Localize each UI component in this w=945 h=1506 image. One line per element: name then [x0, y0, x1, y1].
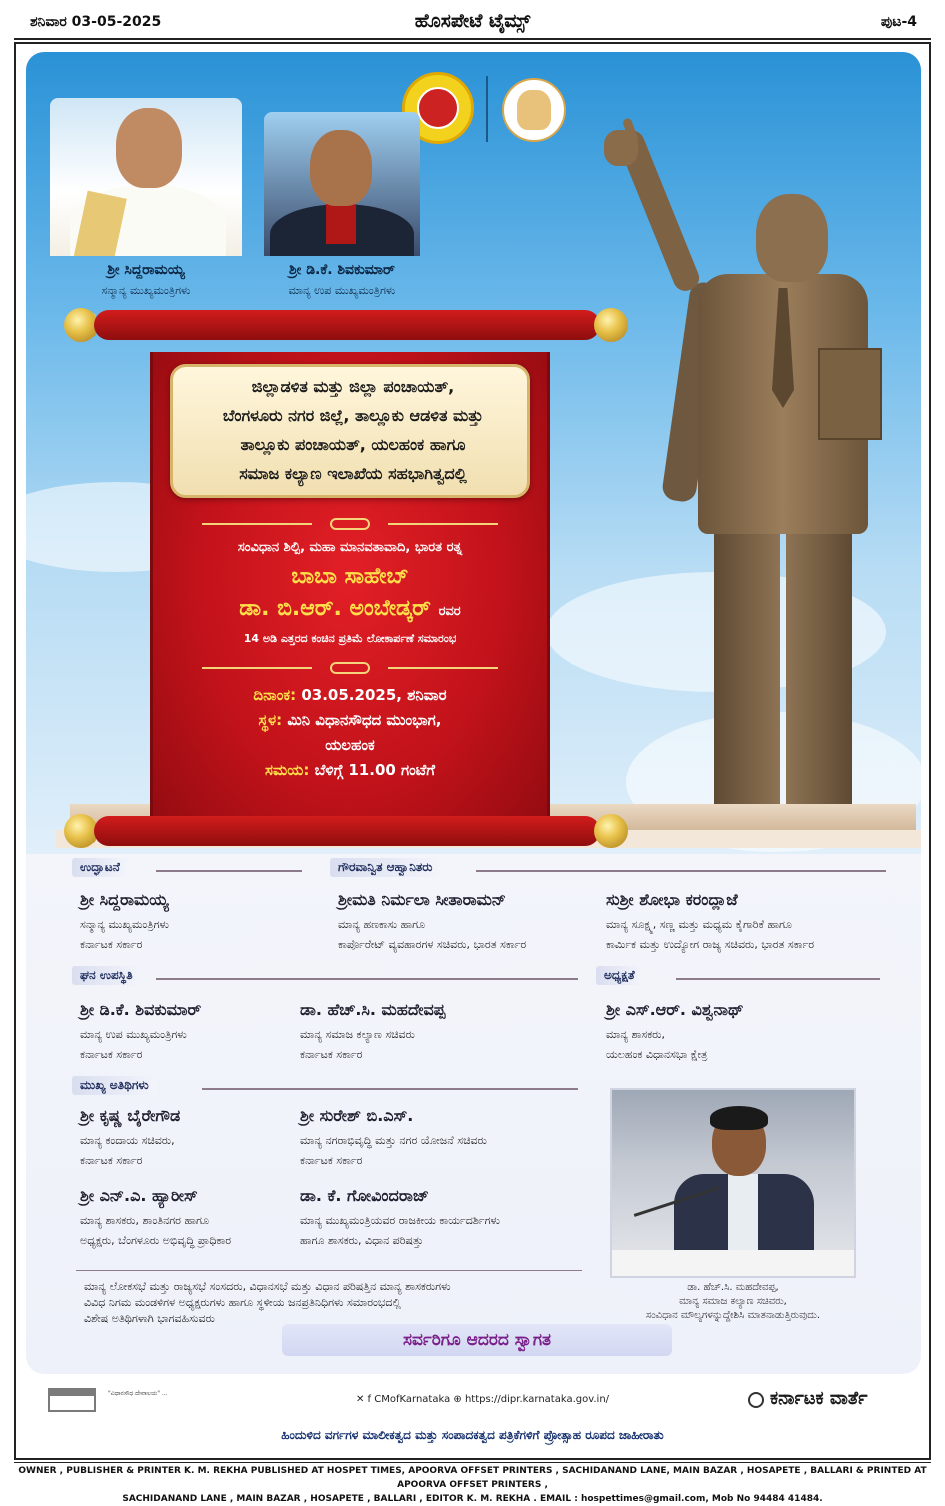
- scroll-rod-cap: [64, 308, 98, 342]
- guest-role: ಮಾನ್ಯ ಹಣಕಾಸು ಹಾಗೂ: [338, 918, 426, 931]
- guest-name: ಡಾ. ಕೆ. ಗೋವಿಂದರಾಜ್: [300, 1186, 429, 1205]
- section-chief-presence: ಘನ ಉಪಸ್ಥಿತಿ: [72, 966, 141, 985]
- minister-photo: [610, 1088, 856, 1278]
- date-value: 03.05.2025, ಶನಿವಾರ: [301, 686, 447, 704]
- guest-role: ಅಧ್ಯಕ್ಷರು, ಬೆಂಗಳೂರು ಅಭಿವೃದ್ಧಿ ಪ್ರಾಧಿಕಾರ: [80, 1234, 232, 1247]
- section-rule: [156, 870, 302, 872]
- guest-role: ಮಾನ್ಯ ಶಾಸಕರು, ಶಾಂತಿನಗರ ಹಾಗೂ: [80, 1214, 209, 1227]
- newspaper-title: ಹೊಸಪೇಟೆ ಟೈಮ್ಸ್: [414, 10, 531, 32]
- masthead: [14, 8, 931, 40]
- guest-role: ಕರ್ನಾಟಕ ಸರ್ಕಾರ: [80, 1154, 143, 1167]
- venue-value: ಮಿನಿ ವಿಧಾನಸೌಧದ ಮುಂಭಾಗ,: [287, 711, 442, 729]
- ornament-divider: [202, 518, 498, 530]
- vidhana-soudha-icon: [48, 1388, 96, 1412]
- guest-role: ಕರ್ನಾಟಕ ಸರ್ಕಾರ: [300, 1154, 363, 1167]
- event-title: 14 ಅಡಿ ಎತ್ತರದ ಕಂಚಿನ ಪ್ರತಿಮೆ ಲೋಕಾರ್ಪಣೆ ಸಮಾರಂಭ: [243, 632, 457, 645]
- cm-title: ಸನ್ಮಾನ್ಯ ಮುಖ್ಯಮಂತ್ರಿಗಳು: [101, 284, 191, 297]
- guest-role: ಮಾನ್ಯ ಸೂಕ್ಷ್ಮ, ಸಣ್ಣ ಮತ್ತು ಮಧ್ಯಮ ಕೈಗಾರಿಕೆ ಹಾಗೂ: [606, 918, 792, 931]
- section-rule: [202, 1088, 578, 1090]
- guest-role: ಕಾರ್ಪೊರೇಟ್ ವ್ಯವಹಾರಗಳ ಸಚಿವರು, ಭಾರತ ಸರ್ಕಾರ: [338, 938, 527, 951]
- organisers-line: ತಾಲ್ಲೂಕು ಪಂಚಾಯತ್, ಯಲಹಂಕ ಹಾಗೂ: [240, 435, 466, 454]
- ad-footer: [26, 1382, 921, 1422]
- guest-name: ಶ್ರೀ ಸುರೇಶ್ ಬಿ.ಎಸ್.: [300, 1106, 414, 1125]
- karnataka-varthe-logo-icon: [748, 1392, 764, 1408]
- scroll-bottom-rod: [94, 816, 600, 846]
- dcm-title: ಮಾನ್ಯ ಉಪ ಮುಖ್ಯಮಂತ್ರಿಗಳು: [288, 284, 396, 297]
- scroll-top-rod: [94, 310, 600, 340]
- ornament-divider: [202, 662, 498, 674]
- dcm-name: ಶ್ರೀ ಡಿ.ಕೆ. ಶಿವಕುಮಾರ್: [289, 262, 395, 278]
- photo-caption: ಸಂವಿಧಾನ ಮೌಲ್ಯಗಳನ್ನುದ್ದೇಶಿಸಿ ಮಾತನಾಡುತ್ತಿರುವುದು.: [645, 1310, 821, 1321]
- date-label: ದಿನಾಂಕ:: [253, 686, 297, 704]
- scroll-rod-cap: [594, 814, 628, 848]
- issue-date: ಶನಿವಾರ 03-05-2025: [30, 14, 162, 30]
- guest-role: ಕರ್ನಾಟಕ ಸರ್ಕಾರ: [80, 1048, 143, 1061]
- guest-name: ಶ್ರೀ ಕೃಷ್ಣ ಬೈರೇಗೌಡ: [80, 1106, 181, 1125]
- guest-role: ಮಾನ್ಯ ಮುಖ್ಯಮಂತ್ರಿಯವರ ರಾಜಕೀಯ ಕಾರ್ಯದರ್ಶಿಗಳು: [300, 1214, 500, 1227]
- guest-role: ಹಾಗೂ ಶಾಸಕರು, ವಿಧಾನ ಪರಿಷತ್ತು: [300, 1234, 424, 1247]
- name-suffix: ರವರ: [438, 604, 461, 619]
- welcome-banner: ಸರ್ವರಿಗೂ ಆದರದ ಸ್ವಾಗತ: [282, 1324, 672, 1356]
- section-chief-guests: ಮುಖ್ಯ ಅತಿಥಿಗಳು: [72, 1076, 157, 1095]
- karnataka-varthe-brand: ಕರ್ನಾಟಕ ವಾರ್ತೆ: [770, 1388, 868, 1409]
- organisers-line: ಬೆಂಗಳೂರು ನಗರ ಜಿಲ್ಲೆ, ತಾಲ್ಲೂಕು ಆಡಳಿತ ಮತ್ತು: [222, 406, 484, 425]
- guest-role: ಮಾನ್ಯ ಉಪ ಮುಖ್ಯಮಂತ್ರಿಗಳು: [80, 1028, 187, 1041]
- guest-role: ಕಾರ್ಮಿಕ ಮತ್ತು ಉದ್ಯೋಗ ರಾಜ್ಯ ಸಚಿವರು, ಭಾರತ ಸರ್ಕಾರ: [606, 938, 815, 951]
- section-rule: [76, 1270, 582, 1271]
- guest-role: ಕರ್ನಾಟಕ ಸರ್ಕಾರ: [80, 938, 143, 951]
- note-line: ಮಾನ್ಯ ಲೋಕಸಭೆ ಮತ್ತು ರಾಜ್ಯಸಭೆ ಸಂಸದರು, ವಿಧಾನಸಭೆ ಮತ್ತು ವಿಧಾನ ಪರಿಷತ್ತಿನ ಮಾನ್ಯ ಶಾಸಕರುಗಳು: [84, 1280, 451, 1293]
- page-number: ಪುಟ-4: [880, 14, 917, 30]
- imprint-line-2: SACHIDANAND LANE , MAIN BAZAR , HOSAPETE , BALLARI , EDITOR K. M. REKHA . EMAIL : hospettimes@gmail.com, Mob No 94484 41484.: [122, 1494, 823, 1504]
- divider: [486, 76, 488, 142]
- photo-caption: ಮಾನ್ಯ ಸಮಾಜ ಕಲ್ಯಾಣ ಸಚಿವರು,: [679, 1296, 787, 1307]
- imprint-line-1: OWNER , PUBLISHER & PRINTER K. M. REKHA PUBLISHED AT HOSPET TIMES, APOORVA OFFSET PRINTERS , SACHIDANAND LANE, MAIN BAZAR , HOSAPETE , BALLARI & PRINTED AT APOORVA OFFSET PRINTERS ,: [18, 1466, 927, 1490]
- guest-role: ಯಲಹಂಕ ವಿಧಾನಸಭಾ ಕ್ಷೇತ್ರ: [606, 1048, 708, 1061]
- section-guests-of-honour: ಗೌರವಾನ್ವಿತ ಆಹ್ವಾನಿತರು: [330, 858, 440, 877]
- name-line-1: ಬಾಬಾ ಸಾಹೇಬ್: [291, 564, 409, 589]
- guest-role: ಸನ್ಮಾನ್ಯ ಮುಖ್ಯಮಂತ್ರಿಗಳು: [80, 918, 169, 931]
- ad-tagline: ಹಿಂದುಳಿದ ವರ್ಗಗಳ ಮಾಲೀಕತ್ವದ ಮತ್ತು ಸಂಪಾದಕತ್ವದ ಪತ್ರಿಕೆಗಳಿಗೆ ಪ್ರೋತ್ಸಾಹ ರೂಪದ ಜಾಹೀರಾತು: [281, 1428, 664, 1442]
- imprint: [14, 1464, 931, 1506]
- guest-role: ಮಾನ್ಯ ಕಂದಾಯ ಸಚಿವರು,: [80, 1134, 175, 1147]
- note-line: ವಿಶೇಷ ಅತಿಥಿಗಳಾಗಿ ಭಾಗವಹಿಸುವರು: [84, 1312, 215, 1325]
- footer-note: "ವಿಧಾನಸೌಧ ದೇವಾಲಯ" ...: [108, 1390, 168, 1397]
- samvidhana-logo-icon: [502, 78, 566, 142]
- organisers-box: [170, 364, 530, 498]
- imprint-rule: [14, 1462, 931, 1463]
- organisers-line: ಜಿಲ್ಲಾಡಳಿತ ಮತ್ತು ಜಿಲ್ಲಾ ಪಂಚಾಯತ್,: [251, 377, 455, 396]
- cm-name: ಶ್ರೀ ಸಿದ್ದರಾಮಯ್ಯ: [107, 262, 185, 278]
- time-label: ಸಮಯ:: [265, 761, 310, 779]
- organisers-line: ಸಮಾಜ ಕಲ್ಯಾಣ ಇಲಾಖೆಯ ಸಹಭಾಗಿತ್ವದಲ್ಲಿ: [239, 464, 467, 483]
- advertisement: [14, 42, 931, 1460]
- guest-name: ಶ್ರೀಮತಿ ನಿರ್ಮಲಾ ಸೀತಾರಾಮನ್: [338, 890, 506, 909]
- portrait-dcm: [264, 112, 420, 256]
- section-president: ಅಧ್ಯಕ್ಷತೆ: [596, 966, 643, 985]
- photo-caption: ಡಾ. ಹೆಚ್.ಸಿ. ಮಹದೇವಪ್ಪ,: [687, 1282, 779, 1293]
- venue-label: ಸ್ಥಳ:: [258, 711, 283, 729]
- section-rule: [156, 978, 578, 980]
- guest-role: ಮಾನ್ಯ ಸಮಾಜ ಕಲ್ಯಾಣ ಸಚಿವರು: [300, 1028, 415, 1041]
- guest-name: ಶ್ರೀ ಎನ್.ಎ. ಹ್ಯಾರೀಸ್: [80, 1186, 198, 1205]
- constitution-book-icon: [818, 348, 882, 440]
- scroll-rod-cap: [64, 814, 98, 848]
- time-value: ಬೆಳಿಗ್ಗೆ 11.00 ಗಂಟೆಗೆ: [314, 761, 435, 779]
- epithet: ಸಂವಿಧಾನ ಶಿಲ್ಪಿ, ಮಹಾ ಮಾನವತಾವಾದಿ, ಭಾರತ ರತ್ನ: [237, 540, 463, 555]
- scroll-rod-cap: [594, 308, 628, 342]
- section-inauguration: ಉದ್ಘಾಟನೆ: [72, 858, 128, 877]
- portrait-cm: [50, 98, 242, 256]
- emblems: [402, 72, 582, 152]
- section-rule: [676, 978, 880, 980]
- note-line: ವಿವಿಧ ನಿಗಮ ಮಂಡಳಿಗಳ ಅಧ್ಯಕ್ಷರುಗಳು ಹಾಗೂ ಸ್ಥಳೀಯ ಜನಪ್ರತಿನಿಧಿಗಳು ಸಮಾರಂಭದಲ್ಲಿ: [84, 1296, 401, 1309]
- guest-name: ಶ್ರೀ ಸಿದ್ದರಾಮಯ್ಯ: [80, 890, 169, 909]
- guest-name: ಶ್ರೀ ಡಿ.ಕೆ. ಶಿವಕುಮಾರ್: [80, 1000, 202, 1019]
- section-rule: [476, 870, 886, 872]
- guest-role: ಮಾನ್ಯ ನಗರಾಭಿವೃದ್ಧಿ ಮತ್ತು ನಗರ ಯೋಜನೆ ಸಚಿವರು: [300, 1134, 487, 1147]
- social-links[interactable]: ✕ f CMofKarnataka ⊕ https://dipr.karnataka.gov.in/: [356, 1394, 610, 1405]
- name-line-2: ಡಾ. ಬಿ.ಆರ್. ಅಂಬೇಡ್ಕರ್: [239, 596, 431, 621]
- guest-name: ಸುಶ್ರೀ ಶೋಭಾ ಕರಂದ್ಲಾಜೆ: [606, 890, 738, 909]
- guest-role: ಕರ್ನಾಟಕ ಸರ್ಕಾರ: [300, 1048, 363, 1061]
- ambedkar-statue: [586, 122, 916, 842]
- venue-value-2: ಯಲಹಂಕ: [325, 736, 375, 754]
- guest-name: ಶ್ರೀ ಎಸ್.ಆರ್. ವಿಶ್ವನಾಥ್: [606, 1000, 744, 1019]
- guest-name: ಡಾ. ಹೆಚ್.ಸಿ. ಮಹದೇವಪ್ಪ: [300, 1000, 446, 1019]
- guest-role: ಮಾನ್ಯ ಶಾಸಕರು,: [606, 1028, 665, 1041]
